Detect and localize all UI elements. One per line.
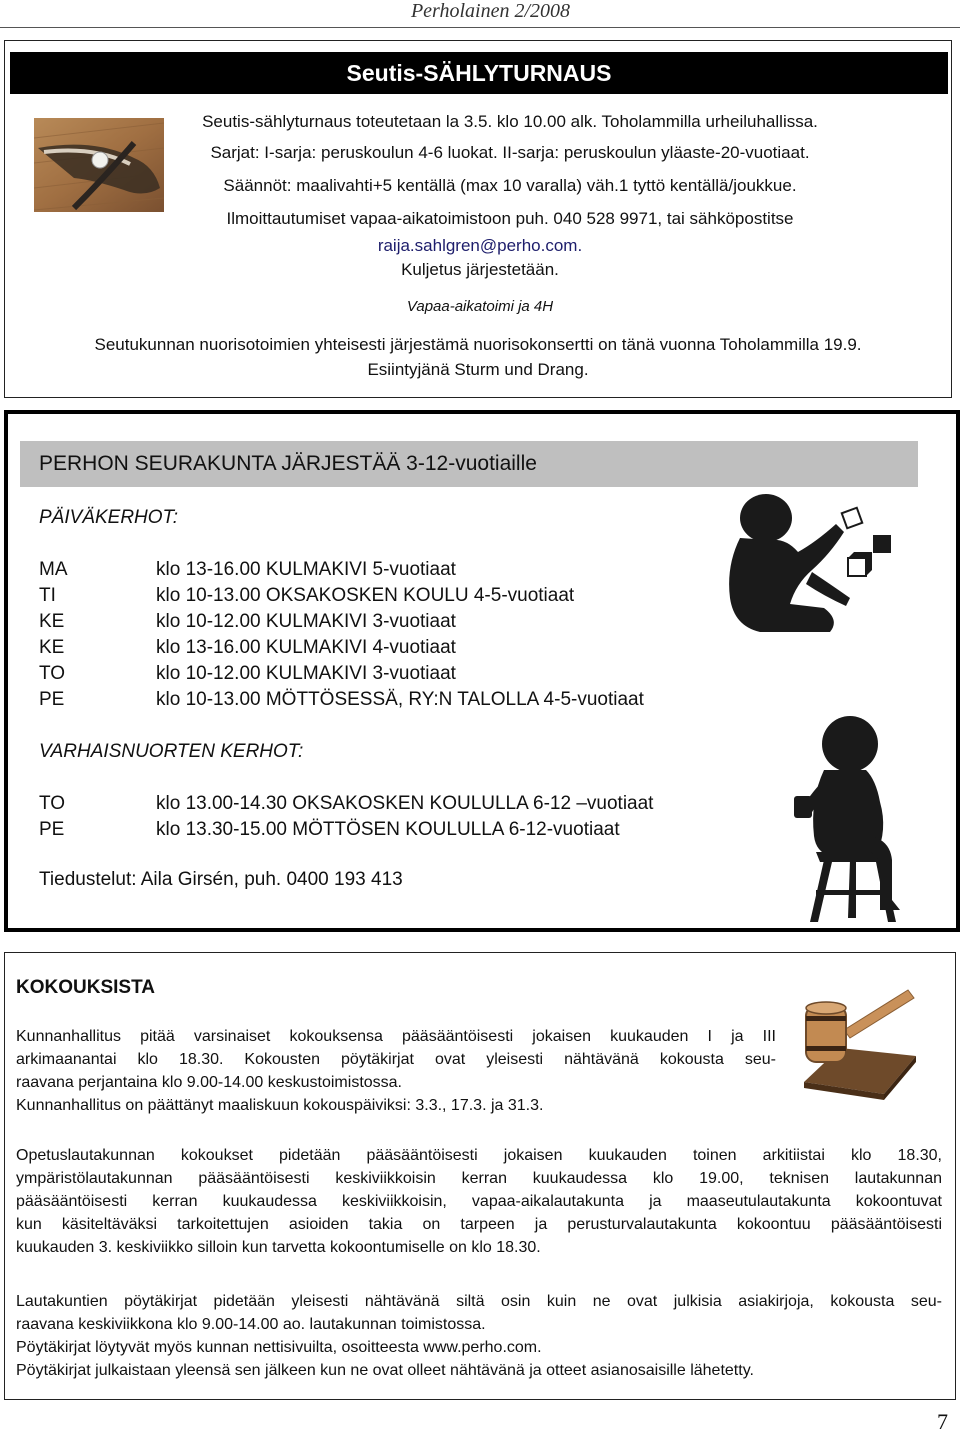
concert-line-2: Esiintyjänä Sturm und Drang. xyxy=(367,360,589,379)
schedule-day: PE xyxy=(39,819,65,840)
schedule-day: PE xyxy=(39,689,65,710)
floorball-photo xyxy=(34,118,164,212)
parish-contact: Tiedustelut: Aila Girsén, puh. 0400 193 413 xyxy=(39,869,403,890)
paragraph-line: pääsääntöisesti kerran kuukaudessa keskiviikkoisin, vapaa-aikalautakunta ja maaseutulautakunta kokoontuvat xyxy=(16,1193,942,1210)
tournament-title: Seutis-SÄHLYTURNAUS xyxy=(10,52,948,94)
paragraph-line: Opetuslautakunnan kokoukset pidetään pääsääntöisesti jokaisen kuukauden toinen arkitiistai klo 18.30, xyxy=(16,1147,942,1164)
schedule-text: klo 13-16.00 KULMAKIVI 5-vuotiaat xyxy=(156,559,456,580)
page-number: 7 xyxy=(937,1409,948,1434)
schedule-day: MA xyxy=(39,559,68,580)
paragraph-line: raavana keskiviikkona klo 9.00-14.00 ao. lautakunnan toimistossa. xyxy=(16,1316,486,1333)
tournament-line-4: Ilmoittautumiset vapaa-aikatoimistoon puh. 040 528 9971, tai sähköpostitse xyxy=(226,209,794,228)
schedule-day: KE xyxy=(39,637,65,658)
transport-note: Kuljetus järjestetään. xyxy=(401,260,559,279)
parish-title: PERHON SEURAKUNTA JÄRJESTÄÄ 3-12-vuotiaille xyxy=(20,441,918,487)
paragraph-line: arkimaanantai klo 18.30. Kokousten pöytäkirjat ovat yleisesti nähtävänä kokousta seu- xyxy=(16,1051,776,1068)
schedule-text: klo 13-16.00 KULMAKIVI 4-vuotiaat xyxy=(156,637,456,658)
paragraph-line: Pöytäkirjat julkaistaan yleensä sen jälkeen kun ne ovat olleet nähtävänä ja otteet asianosaisille lähetetty. xyxy=(16,1362,754,1379)
schedule-text: klo 13.00-14.30 OKSAKOSKEN KOULULLA 6-12 –vuotiaat xyxy=(156,793,654,814)
tournament-signature: Vapaa-aikatoimi ja 4H xyxy=(406,298,554,315)
schedule-text: klo 10-13.00 MÖTTÖSESSÄ, RY:N TALOLLA 4-5-vuotiaat xyxy=(156,689,644,710)
paragraph-line: kuukauden 3. keskiviikko silloin kun tarvetta kokoontumiselle on klo 18.30. xyxy=(16,1239,541,1256)
concert-line-1: Seutukunnan nuorisotoimien yhteisesti järjestämä nuorisokonsertti on tänä vuonna Toholammilla 19.9. xyxy=(94,335,862,354)
child-stool-illustration xyxy=(780,710,910,925)
tournament-line-1: Seutis-sählyturnaus toteutetaan la 3.5. klo 10.00 alk. Toholammilla urheiluhallissa. xyxy=(202,112,818,131)
paragraph-line: kun käsiteltäväksi tarkoitettujen asioiden takia on tarpeen ja perusturvalautakunta kokoontuu pääsääntöisesti xyxy=(16,1216,942,1233)
schedule-text: klo 10-12.00 KULMAKIVI 3-vuotiaat xyxy=(156,611,456,632)
contact-email[interactable]: raija.sahlgren@perho.com. xyxy=(377,236,583,255)
schedule-text: klo 10-12.00 KULMAKIVI 3-vuotiaat xyxy=(156,663,456,684)
meetings-paragraph-1 xyxy=(16,1025,776,1117)
paragraph-line: ympäristölautakunnan pääsääntöisesti keskiviikkoisin kerran kuukaudessa klo 19.00, teknisen lautakunnan xyxy=(16,1170,942,1187)
tournament-line-3: Säännöt: maalivahti+5 kentällä (max 10 varalla) väh.1 tyttö kentällä/joukkue. xyxy=(223,176,797,195)
schedule-day: KE xyxy=(39,611,65,632)
tournament-line-2: Sarjat: I-sarja: peruskoulun 4-6 luokat. II-sarja: peruskoulun yläaste-20-vuotiaat. xyxy=(210,143,810,162)
paragraph-line: raavana perjantaina klo 9.00-14.00 keskustoimistossa. xyxy=(16,1074,402,1091)
youth-heading: VARHAISNUORTEN KERHOT: xyxy=(39,741,304,762)
issue-title: Perholainen 2/2008 xyxy=(410,0,570,22)
child-blocks-illustration xyxy=(720,488,900,638)
paragraph-line: Kunnanhallitus on päättänyt maaliskuun kokouspäiviksi: 3.3., 17.3. ja 31.3. xyxy=(16,1097,544,1114)
meetings-title: KOKOUKSISTA xyxy=(16,977,155,998)
meetings-paragraph-2 xyxy=(16,1144,942,1259)
schedule-day: TO xyxy=(39,793,66,814)
meetings-paragraph-3 xyxy=(16,1290,942,1382)
paragraph-line: Pöytäkirjat löytyvät myös kunnan nettisivuilta, osoitteesta www.perho.com. xyxy=(16,1339,542,1356)
header-rule xyxy=(0,27,960,28)
paragraph-line: Kunnanhallitus pitää varsinaiset kokouksensa pääsääntöisesti jokaisen kuukauden I ja III xyxy=(16,1028,776,1045)
kindergarten-heading: PÄIVÄKERHOT: xyxy=(39,507,179,528)
gavel-illustration xyxy=(800,986,920,1104)
schedule-text: klo 10-13.00 OKSAKOSKEN KOULU 4-5-vuotiaat xyxy=(156,585,575,606)
schedule-day: TI xyxy=(39,585,56,606)
paragraph-line: Lautakuntien pöytäkirjat pidetään yleisesti nähtävänä siltä osin kuin ne ovat julkisia asiakirjoja, kokousta seu- xyxy=(16,1293,942,1310)
schedule-day: TO xyxy=(39,663,66,684)
schedule-text: klo 13.30-15.00 MÖTTÖSEN KOULULLA 6-12-vuotiaat xyxy=(156,819,620,840)
